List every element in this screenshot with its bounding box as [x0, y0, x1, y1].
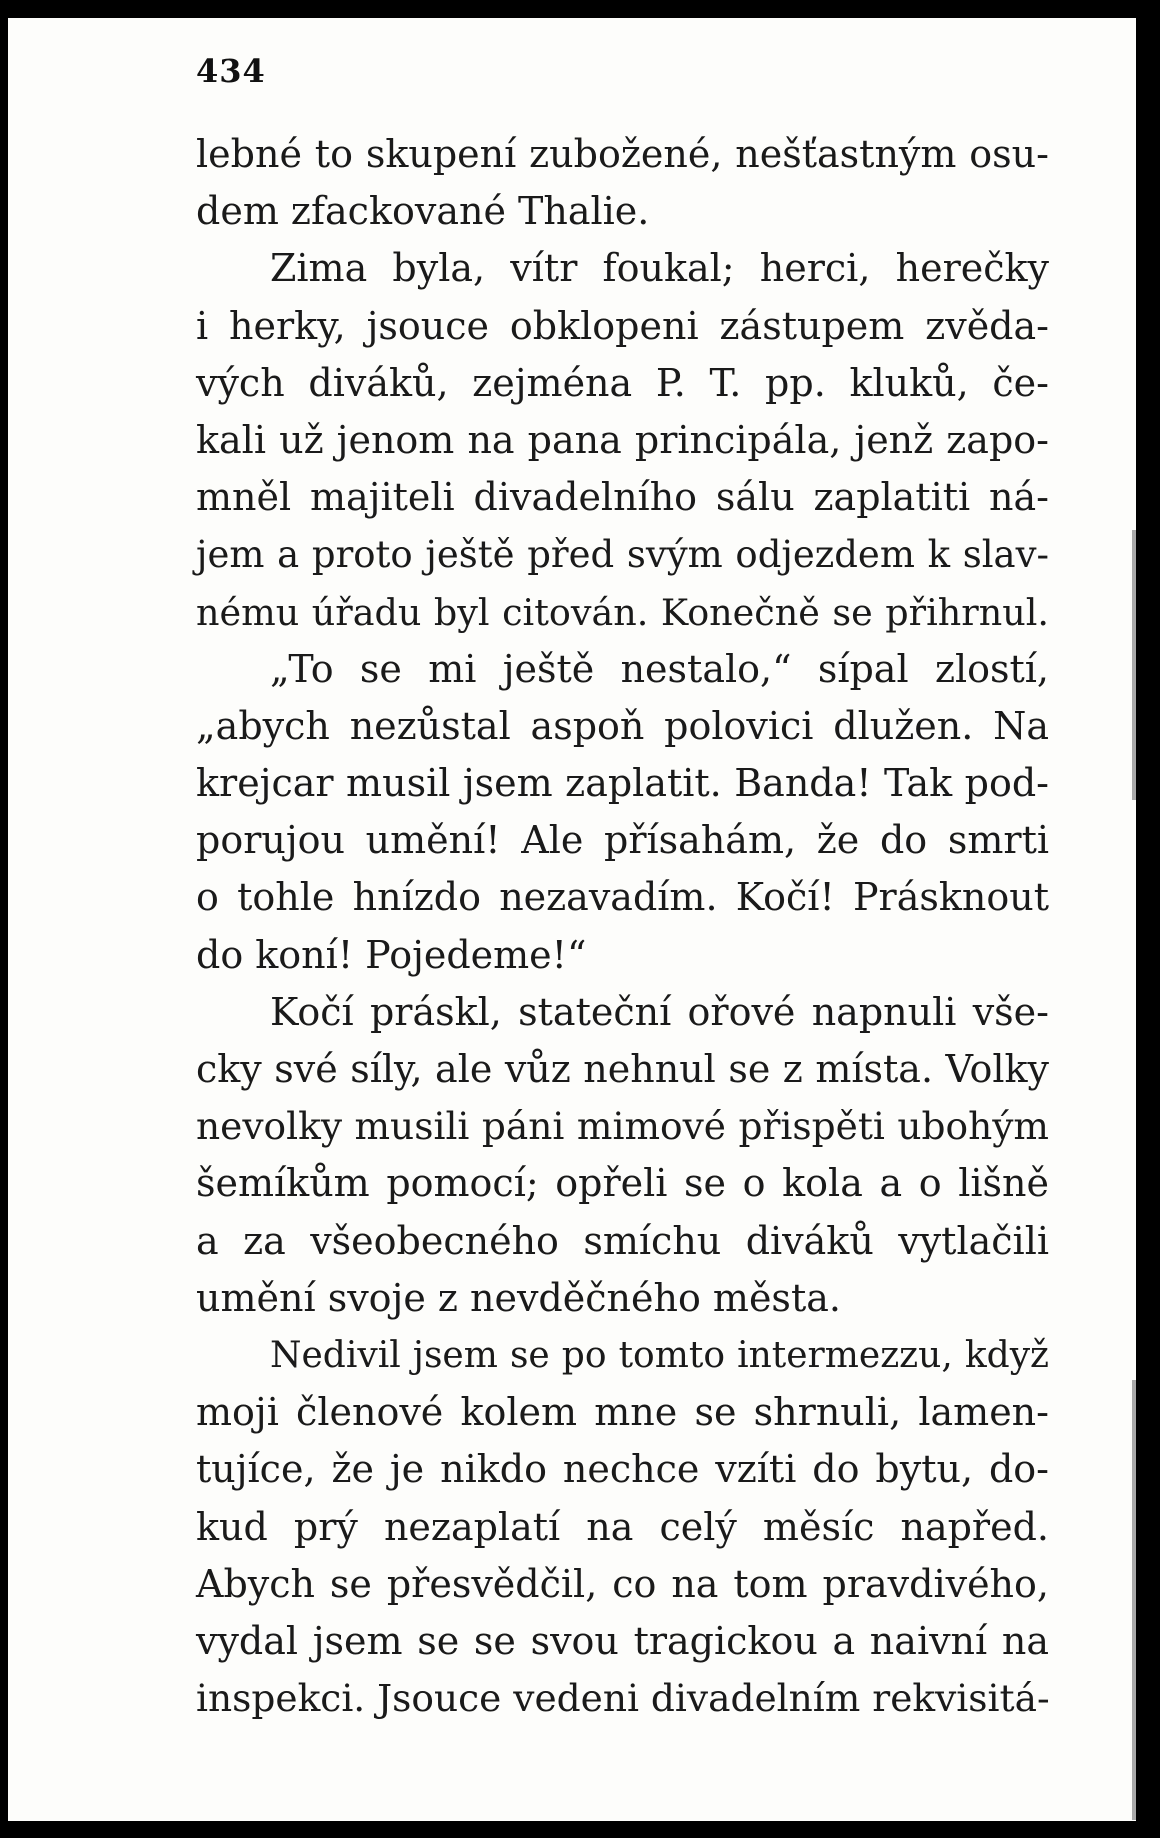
page-edge-shadow — [1132, 530, 1136, 800]
text-line: o tohle hnízdo nezavadím. Kočí! Prásknout — [196, 875, 1049, 920]
text-line: tujíce, že je nikdo nechce vzíti do bytu, do- — [196, 1447, 1049, 1492]
text-line: nevolky musili páni mimové přispěti ubohým — [196, 1104, 1049, 1149]
body-text — [196, 126, 1049, 1727]
text-line: vých diváků, zejména P. T. pp. kluků, če- — [196, 360, 1049, 405]
text-line: inspekci. Jsouce vedeni divadelním rekvisitá- — [196, 1676, 1050, 1721]
page-number: 434 — [196, 52, 266, 90]
page-edge-shadow — [1132, 1380, 1136, 1820]
text-line: porujou umění! Ale přísahám, že do smrti — [196, 818, 1049, 863]
text-line: moji členové kolem mne se shrnuli, lamen- — [196, 1390, 1049, 1435]
text-line: „abych nezůstal aspoň polovici dlužen. Na — [196, 703, 1049, 748]
text-line: jem a proto ještě před svým odjezdem k slav- — [196, 533, 1049, 577]
text-line: cky své síly, ale vůz nehnul se z místa. Volky — [196, 1047, 1049, 1091]
text-line: šemíkům pomocí; opřeli se o kola a o lišně — [196, 1161, 1049, 1206]
text-line: umění svoje z nevděčného města. — [196, 1275, 841, 1320]
text-line: krejcar musil jsem zaplatit. Banda! Tak pod- — [196, 761, 1049, 806]
text-line: do koní! Pojedeme!“ — [196, 932, 587, 977]
text-line: mněl majiteli divadelního sálu zaplatiti ná- — [196, 475, 1049, 520]
text-line: Zima byla, vítr foukal; herci, herečky — [270, 246, 1049, 291]
text-line: vydal jsem se se svou tragickou a naivní na — [196, 1618, 1049, 1663]
text-line: Nedivil jsem se po tomto intermezzu, když — [270, 1334, 1049, 1376]
text-line: a za všeobecného smíchu diváků vytlačili — [196, 1218, 1049, 1263]
text-line: kali už jenom na pana principála, jenž zapo- — [196, 417, 1049, 462]
text-line: nému úřadu byl citován. Konečně se přihrnul. — [196, 590, 1049, 634]
text-line: kud prý nezaplatí na celý měsíc napřed. — [196, 1504, 1049, 1549]
text-line: lebné to skupení zubožené, nešťastným osu- — [196, 132, 1049, 176]
text-line: Abych se přesvědčil, co na tom pravdivého, — [196, 1561, 1049, 1606]
text-line: „To se mi ještě nestalo,“ sípal zlostí, — [270, 646, 1049, 691]
text-line: Kočí práskl, stateční ořové napnuli vše- — [270, 989, 1049, 1034]
text-line: i herky, jsouce obklopeni zástupem zvěda- — [196, 303, 1049, 348]
text-line: dem zfackované Thalie. — [196, 189, 650, 234]
